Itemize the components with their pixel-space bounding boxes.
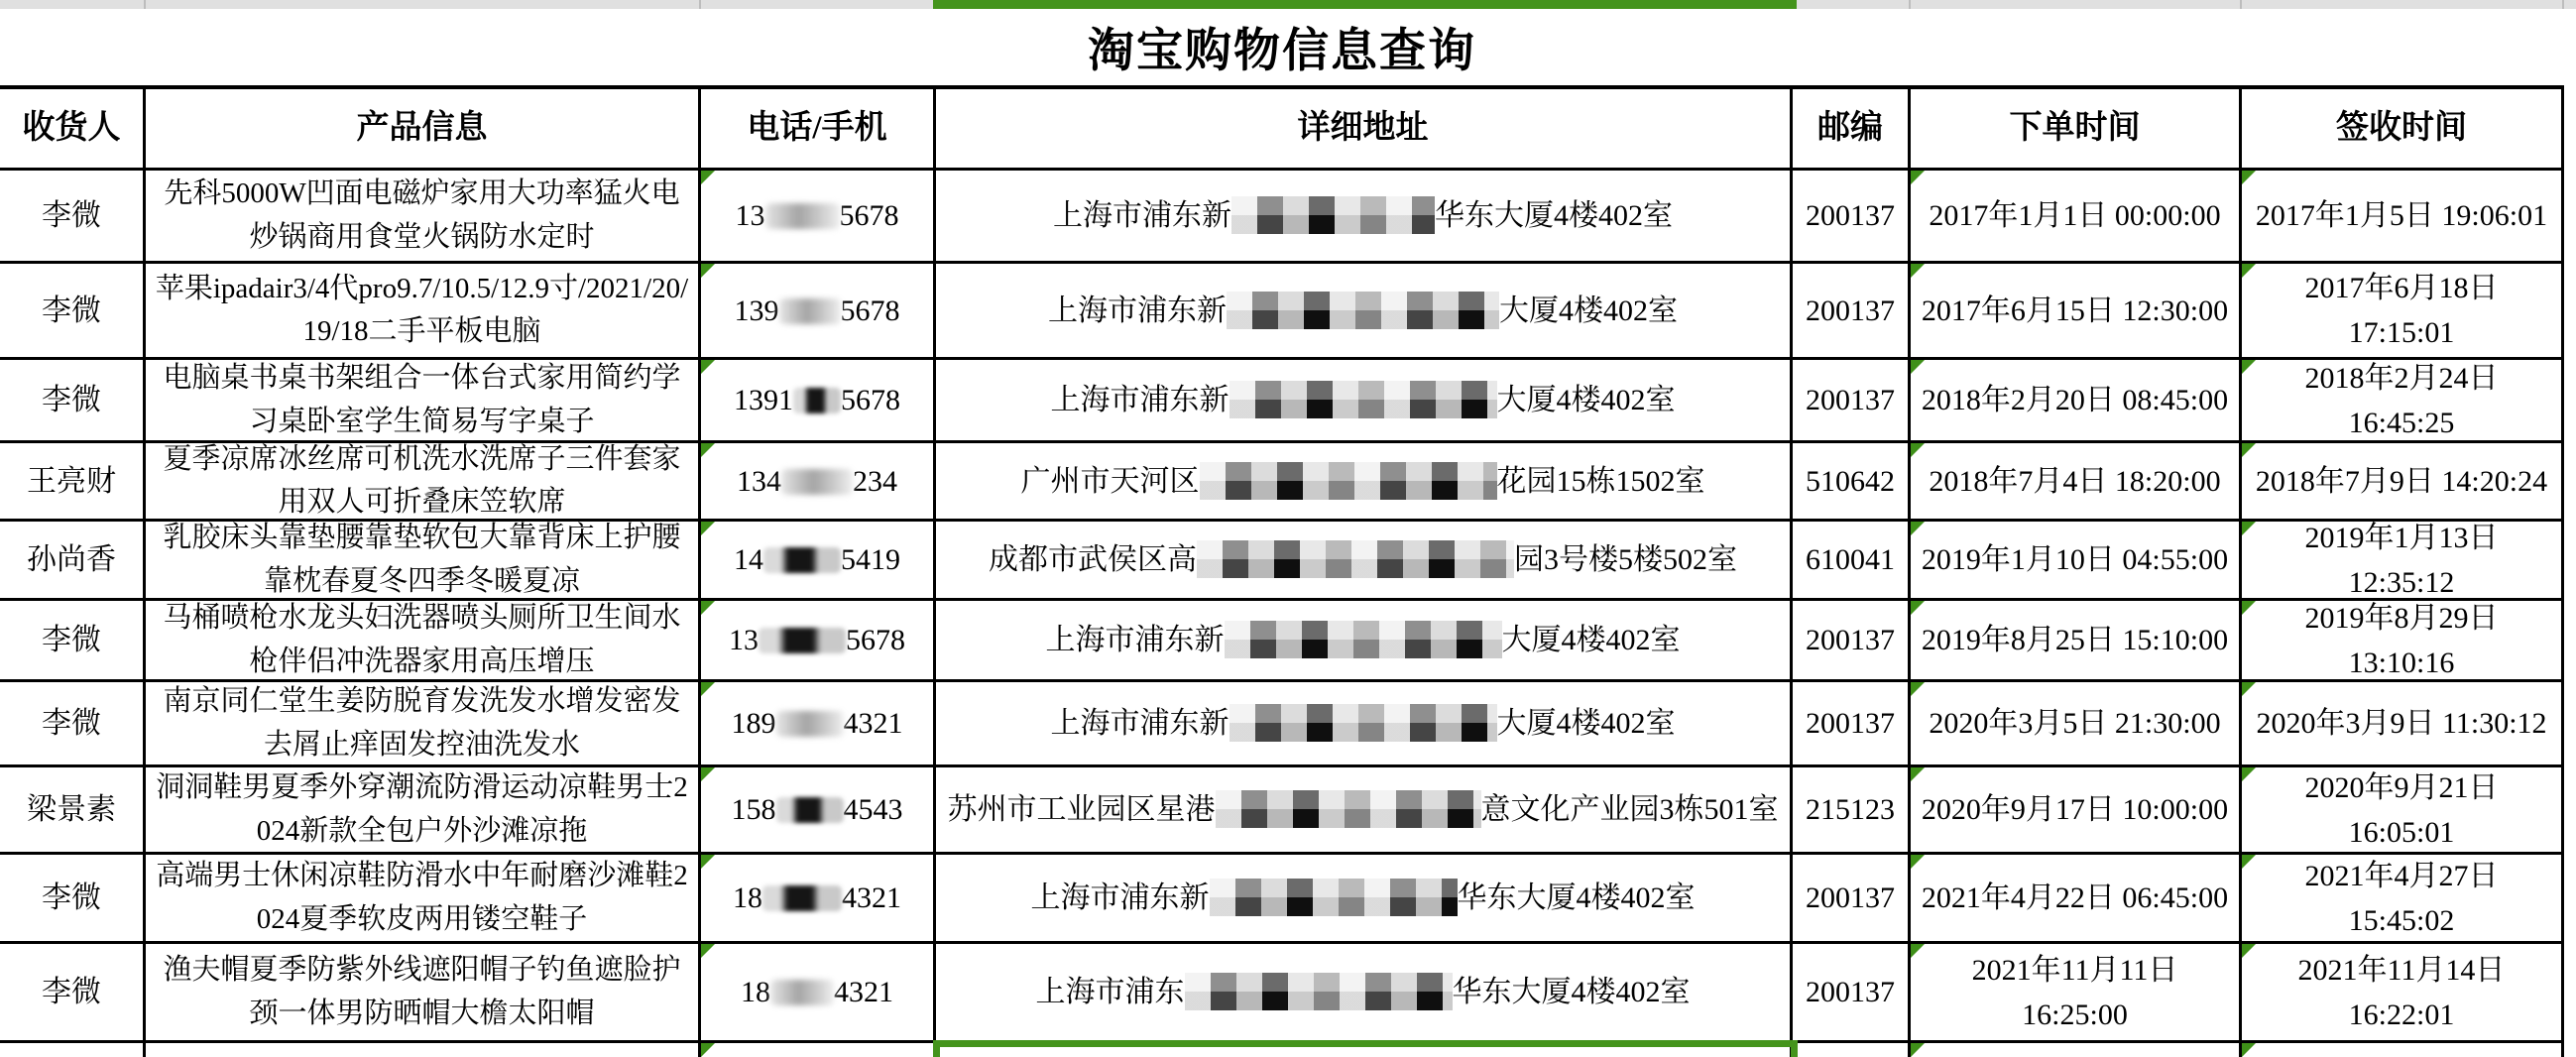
green-corner-triangle-icon: [701, 171, 715, 184]
cell-receiver-name[interactable]: 李微: [0, 171, 146, 264]
green-corner-triangle-icon: [1911, 360, 1925, 374]
header-cell-address[interactable]: 详细地址: [936, 85, 1793, 171]
phone-blur-censor: [781, 469, 853, 495]
address-mosaic-censor: [1225, 621, 1502, 658]
cell-address[interactable]: [936, 443, 1793, 522]
cell-postal-code[interactable]: 200137: [1793, 855, 1911, 944]
cell-address[interactable]: [936, 767, 1793, 855]
table-header-row: [0, 85, 2564, 171]
green-corner-triangle-icon: [1911, 601, 1925, 615]
cell-sign-time[interactable]: [2242, 264, 2564, 360]
cell-address[interactable]: [936, 360, 1793, 443]
green-corner-triangle-icon: [1911, 1043, 1925, 1057]
cell-postal-code[interactable]: 610041: [1793, 522, 1911, 601]
sign-time-text: 2021年4月27日 15:45:02: [2304, 859, 2499, 937]
cell-receiver-name[interactable]: 李微: [0, 855, 146, 944]
cell-product-info[interactable]: 马桶喷枪水龙头妇洗器喷头厕所卫生间水枪伴侣冲洗器家用高压增压: [146, 601, 701, 682]
address-text: 苏州市工业园区星港 意文化产业园3栋501室: [948, 787, 1779, 832]
green-corner-triangle-icon: [2242, 264, 2256, 278]
green-corner-triangle-icon: [701, 767, 715, 781]
order-time-text: 2019年8月25日 15:10:00: [1921, 624, 2229, 656]
header-cell-phone[interactable]: 电话/手机: [701, 85, 936, 171]
sign-time-text: 2017年6月18日 17:15:01: [2304, 272, 2499, 349]
cell-receiver-name[interactable]: [0, 1043, 146, 1057]
cell-sign-time[interactable]: [2242, 601, 2564, 682]
cell-sign-time[interactable]: [2242, 1043, 2564, 1057]
phone-blur-censor: [793, 388, 841, 413]
cell-product-info[interactable]: 高端男士休闲凉鞋防滑水中年耐磨沙滩鞋2024夏季软皮两用镂空鞋子: [146, 855, 701, 944]
green-corner-triangle-icon: [701, 1043, 715, 1057]
cell-order-time[interactable]: [1911, 264, 2242, 360]
table-row: [0, 767, 2564, 855]
cell-receiver-name[interactable]: 李微: [0, 264, 146, 360]
cell-product-info[interactable]: 乳胶床头靠垫腰靠垫软包大靠背床上护腰靠枕春夏冬四季冬暖夏凉: [146, 522, 701, 601]
sign-time-text: 2018年7月9日 14:20:24: [2255, 464, 2548, 498]
phone-blur-censor: [759, 628, 846, 653]
table-row: [0, 171, 2564, 264]
cell-sign-time[interactable]: [2242, 855, 2564, 944]
cell-receiver-name[interactable]: 李微: [0, 944, 146, 1043]
phone-text: 13 5678: [729, 624, 905, 656]
cell-postal-code[interactable]: 215123: [1793, 767, 1911, 855]
cell-order-time[interactable]: [1911, 767, 2242, 855]
cell-product-info[interactable]: 夏季凉席冰丝席可机洗水洗席子三件套家用双人可折叠床笠软席: [146, 443, 701, 522]
order-time-text: 2021年11月11日 16:25:00: [1971, 953, 2178, 1031]
address-mosaic-censor: [1229, 704, 1497, 742]
cell-product-info[interactable]: 南京同仁堂生姜防脱育发洗发水增发密发去屑止痒固发控油洗发水: [146, 682, 701, 767]
green-corner-triangle-icon: [701, 264, 715, 278]
green-corner-triangle-icon: [701, 360, 715, 374]
cell-product-info[interactable]: 苹果ipadair3/4代pro9.7/10.5/12.9寸/2021/20/19/18二手平板电脑: [146, 264, 701, 360]
cell-receiver-name[interactable]: 孙尚香: [0, 522, 146, 601]
cell-postal-code[interactable]: 200137: [1793, 264, 1911, 360]
table-row: [0, 522, 2564, 601]
cell-order-time[interactable]: [1911, 522, 2242, 601]
cell-phone[interactable]: [701, 601, 936, 682]
cell-phone[interactable]: [701, 767, 936, 855]
address-mosaic-censor: [1227, 292, 1499, 329]
cell-phone[interactable]: [701, 264, 936, 360]
address-mosaic-censor: [1229, 381, 1497, 418]
address-text: 上海市浦东新 大厦4楼402室: [1048, 289, 1678, 333]
cell-sign-time[interactable]: [2242, 522, 2564, 601]
phone-text: 18 4321: [741, 976, 893, 1008]
cell-sign-time[interactable]: [2242, 360, 2564, 443]
cell-order-time[interactable]: [1911, 944, 2242, 1043]
cell-order-time[interactable]: [1911, 682, 2242, 767]
order-time-text: 2017年1月1日 00:00:00: [1929, 199, 2221, 232]
phone-blur-censor: [779, 298, 841, 324]
cell-postal-code[interactable]: 200137: [1793, 944, 1911, 1043]
purchase-info-table: [0, 85, 2564, 1057]
column-header-divider: [144, 0, 146, 9]
column-header-selected[interactable]: [933, 0, 1797, 9]
order-time-text: 2018年2月20日 08:45:00: [1921, 384, 2229, 416]
sign-time-text: 2018年2月24日 16:45:25: [2304, 361, 2499, 439]
green-corner-triangle-icon: [1911, 264, 1925, 278]
cell-receiver-name[interactable]: 王亮财: [0, 443, 146, 522]
cell-address[interactable]: [936, 522, 1793, 601]
cell-phone[interactable]: [701, 682, 936, 767]
green-corner-triangle-icon: [2242, 522, 2256, 535]
cell-order-time[interactable]: [1911, 601, 2242, 682]
cell-postal-code[interactable]: 200137: [1793, 601, 1911, 682]
address-text: 广州市天河区 花园15栋1502室: [1021, 459, 1705, 504]
phone-text: 14 5419: [734, 543, 900, 576]
green-corner-triangle-icon: [701, 944, 715, 958]
table-row: [0, 264, 2564, 360]
green-corner-triangle-icon: [2242, 944, 2256, 958]
phone-text: 139 5678: [734, 294, 900, 327]
phone-blur-censor: [776, 711, 844, 737]
green-corner-triangle-icon: [1911, 855, 1925, 869]
cell-phone[interactable]: [701, 522, 936, 601]
green-corner-triangle-icon: [1911, 443, 1925, 457]
cell-phone[interactable]: [701, 1043, 936, 1057]
table-row: [0, 682, 2564, 767]
phone-text: 1391 5678: [734, 384, 900, 416]
column-header-divider: [2240, 0, 2242, 9]
cell-product-info[interactable]: 渔夫帽夏季防紫外线遮阳帽子钓鱼遮脸护颈一体男防晒帽大檐太阳帽: [146, 944, 701, 1043]
phone-text: 189 4321: [731, 707, 903, 740]
column-header-divider: [699, 0, 701, 9]
green-corner-triangle-icon: [1911, 767, 1925, 781]
order-time-text: 2020年9月17日 10:00:00: [1921, 793, 2229, 826]
phone-blur-censor: [776, 797, 844, 823]
sheet-title[interactable]: 淘宝购物信息查询: [1088, 26, 1476, 77]
sign-time-text: 2020年9月21日 16:05:01: [2304, 770, 2499, 849]
cell-phone[interactable]: [701, 944, 936, 1043]
phone-blur-censor: [763, 547, 841, 573]
cell-postal-code[interactable]: 200137: [1793, 171, 1911, 264]
sign-time-text: 2020年3月9日 11:30:12: [2256, 707, 2547, 740]
phone-text: 134 234: [737, 464, 897, 498]
table-row: [0, 601, 2564, 682]
table-row: [0, 443, 2564, 522]
address-text: 上海市浦东新 大厦4楼402室: [1051, 378, 1676, 422]
cell-product-info[interactable]: 电脑桌书桌书架组合一体台式家用简约学习桌卧室学生简易写字桌子: [146, 360, 701, 443]
green-corner-triangle-icon: [701, 855, 715, 869]
cell-receiver-name[interactable]: 李微: [0, 682, 146, 767]
cell-phone[interactable]: [701, 171, 936, 264]
address-mosaic-censor: [1197, 540, 1514, 578]
cell-postal-code[interactable]: 510642: [1793, 443, 1911, 522]
green-corner-triangle-icon: [2242, 443, 2256, 457]
address-text: 上海市浦东新 大厦4楼402室: [1046, 618, 1681, 662]
table-row: [0, 944, 2564, 1043]
green-corner-triangle-icon: [2242, 601, 2256, 615]
order-time-text: 2017年6月15日 12:30:00: [1921, 294, 2229, 327]
address-mosaic-censor: [1185, 973, 1453, 1010]
sign-time-text: 2019年1月13日 12:35:12: [2304, 522, 2499, 599]
phone-text: 18 4321: [733, 881, 901, 914]
header-cell-order-time[interactable]: 下单时间: [1911, 85, 2242, 171]
order-time-text: 2021年4月22日 06:45:00: [1921, 881, 2229, 914]
cell-sign-time[interactable]: [2242, 171, 2564, 264]
green-corner-triangle-icon: [2242, 360, 2256, 374]
address-text: 上海市浦东新 华东大厦4楼402室: [1031, 876, 1696, 920]
header-cell-postal[interactable]: 邮编: [1793, 85, 1911, 171]
header-cell-receiver[interactable]: 收货人: [0, 85, 146, 171]
phone-text: 13 5678: [735, 199, 899, 232]
address-text: 上海市浦东 华东大厦4楼402室: [1036, 970, 1691, 1014]
header-cell-product[interactable]: 产品信息: [146, 85, 701, 171]
phone-blur-censor: [765, 203, 840, 229]
cell-sign-time[interactable]: [2242, 682, 2564, 767]
cell-receiver-name[interactable]: 李微: [0, 601, 146, 682]
cell-phone[interactable]: [701, 855, 936, 944]
cell-phone[interactable]: [701, 443, 936, 522]
address-text: 成都市武侯区高 园3号楼5楼502室: [989, 537, 1737, 582]
cell-receiver-name[interactable]: 李微: [0, 360, 146, 443]
table-row: [0, 360, 2564, 443]
cell-order-time[interactable]: [1911, 855, 2242, 944]
cell-sign-time[interactable]: [2242, 443, 2564, 522]
address-text: 上海市浦东新 华东大厦4楼402室: [1053, 193, 1673, 238]
cell-order-time[interactable]: [1911, 1043, 2242, 1057]
selection-border-left: [933, 1047, 940, 1057]
cell-address[interactable]: [936, 264, 1793, 360]
table-row: [0, 855, 2564, 944]
cell-phone[interactable]: [701, 360, 936, 443]
phone-blur-censor: [762, 885, 842, 911]
address-mosaic-censor: [1216, 790, 1481, 828]
phone-blur-censor: [770, 980, 834, 1005]
green-corner-triangle-icon: [1911, 171, 1925, 184]
green-corner-triangle-icon: [2242, 171, 2256, 184]
cell-postal-code[interactable]: 200137: [1793, 682, 1911, 767]
cell-address[interactable]: [936, 855, 1793, 944]
cell-sign-time[interactable]: [2242, 767, 2564, 855]
column-header-divider: [1909, 0, 1911, 9]
green-corner-triangle-icon: [701, 601, 715, 615]
green-corner-triangle-icon: [701, 682, 715, 696]
green-corner-triangle-icon: [1911, 682, 1925, 696]
phone-text: 158 4543: [731, 793, 903, 826]
green-corner-triangle-icon: [1911, 944, 1925, 958]
address-mosaic-censor: [1200, 462, 1497, 500]
sign-time-text: 2017年1月5日 19:06:01: [2255, 199, 2548, 232]
cell-product-info[interactable]: 洞洞鞋男夏季外穿潮流防滑运动凉鞋男士2024新款全包户外沙滩凉拖: [146, 767, 701, 855]
sign-time-text: 2021年11月14日 16:22:01: [2297, 953, 2506, 1031]
address-mosaic-censor: [1210, 879, 1458, 916]
cell-order-time[interactable]: [1911, 171, 2242, 264]
column-header-divider: [2562, 0, 2564, 9]
green-corner-triangle-icon: [1911, 522, 1925, 535]
selection-border-top: [933, 1040, 1798, 1047]
selection-border-right: [1791, 1047, 1798, 1057]
green-corner-triangle-icon: [2242, 767, 2256, 781]
cell-address[interactable]: [936, 171, 1793, 264]
address-text: 上海市浦东新 大厦4楼402室: [1051, 701, 1676, 746]
cell-postal-code[interactable]: [1793, 1043, 1911, 1057]
green-corner-triangle-icon: [701, 522, 715, 535]
address-mosaic-censor: [1231, 196, 1435, 234]
cell-order-time[interactable]: [1911, 443, 2242, 522]
order-time-text: 2020年3月5日 21:30:00: [1929, 707, 2221, 740]
cell-receiver-name[interactable]: 梁景素: [0, 767, 146, 855]
cell-postal-code[interactable]: 200137: [1793, 360, 1911, 443]
cell-product-info[interactable]: 先科5000W凹面电磁炉家用大功率猛火电炒锅商用食堂火锅防水定时: [146, 171, 701, 264]
green-corner-triangle-icon: [2242, 682, 2256, 696]
cell-order-time[interactable]: [1911, 360, 2242, 443]
green-corner-triangle-icon: [2242, 1043, 2256, 1057]
cell-address[interactable]: [936, 682, 1793, 767]
order-time-text: 2019年1月10日 04:55:00: [1921, 543, 2229, 576]
green-corner-triangle-icon: [701, 443, 715, 457]
cell-address[interactable]: [936, 601, 1793, 682]
header-cell-sign-time[interactable]: 签收时间: [2242, 85, 2564, 171]
cell-sign-time[interactable]: [2242, 944, 2564, 1043]
cell-address[interactable]: [936, 944, 1793, 1043]
order-time-text: 2018年7月4日 18:20:00: [1929, 464, 2221, 498]
cell-product-info[interactable]: [146, 1043, 701, 1057]
column-header-bar[interactable]: [0, 0, 2576, 9]
green-corner-triangle-icon: [2242, 855, 2256, 869]
sign-time-text: 2019年8月29日 13:10:16: [2304, 601, 2499, 679]
